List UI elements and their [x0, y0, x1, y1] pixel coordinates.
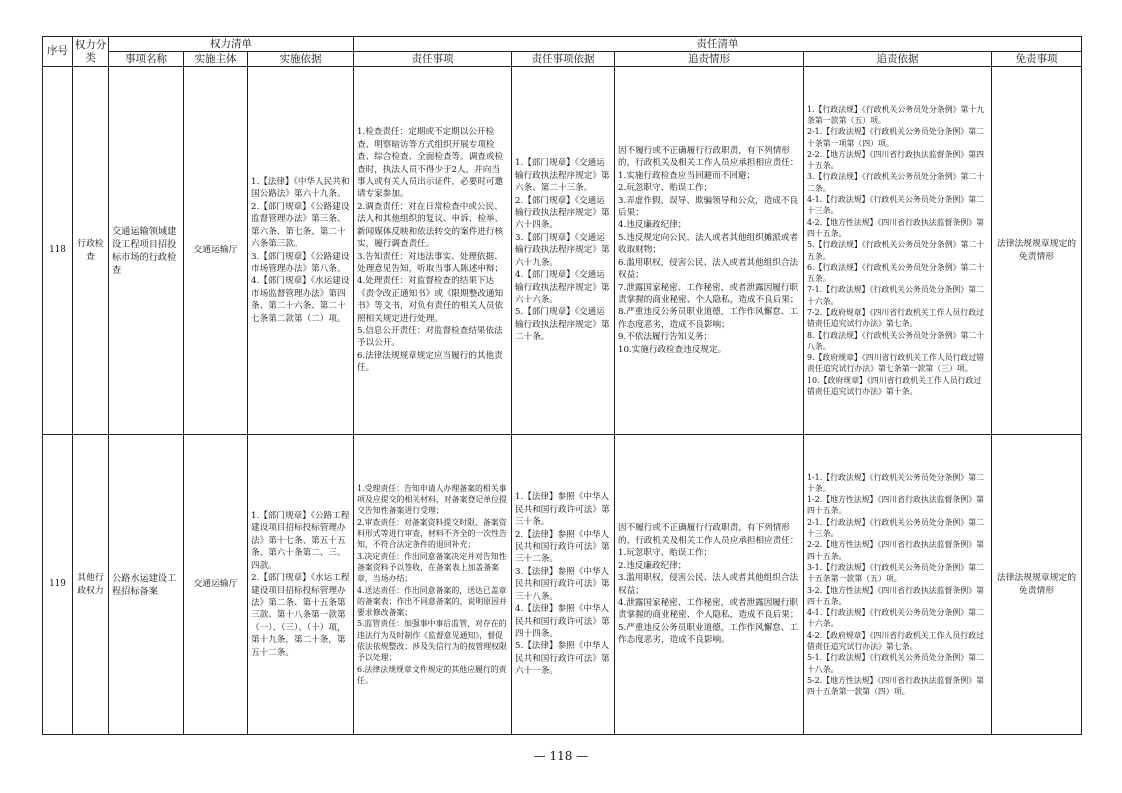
- row-category: 其他行政权力: [73, 435, 109, 735]
- row-item-name: 交通运输领域建设工程项目招投标市场的行政检查: [109, 67, 184, 435]
- row-subject: 交通运输厅: [184, 435, 248, 735]
- row-exemption: 法律法规规章规定的免责情形: [992, 435, 1082, 735]
- header-item-name: 事项名称: [109, 52, 184, 67]
- header-responsibility-list: 责任清单: [354, 37, 1082, 52]
- row-item-name: 公路水运建设工程招标备案: [109, 435, 184, 735]
- row-acc-basis: 1.【行政法规】《行政机关公务员处分条例》第十九条第一款第（五）项。 2-1.【行政法规】《行政机关公务员处分条例》第二十条第一项第（四）项。 2-2.【地方法规】《四川省行政执法监督条例》第四十五条。 3.【行政法规】《行政机关公务员处分条例》第二十二条。 4-1.【行政法规】《行政机关公务员处分条例》第二十三条。 4-2.【地方性法规】《四川省行政执法监督条例》第四十五条。 5.【行政法规】《行政机关公务员处分条例》第二十五条。 6.【行政法规】《行政机关公务员处分条例》第二十五条。 7-1.【行政法规】《行政机关公务员处分条例》第二十六条。 7-2.【政府规章】《四川省行政机关工作人员行政过错责任追究试行办法》第七条。 8.【行政法规】《行政机关公务员处分条例》第二十八条。 9.【政府规章】《四川省行政机关工作人员行政过错责任追究试行办法》第七条第一款第（三）项。 10.【政府规章】《四川省行政机关工作人员行政过错责任追究试行办法》第十条。: [804, 67, 992, 435]
- header-acc-basis: 追责依据: [804, 52, 992, 67]
- header-resp-items: 责任事项: [354, 52, 512, 67]
- header-power-list: 权力清单: [109, 37, 354, 52]
- row-acc-basis: 1-1.【行政法规】《行政机关公务员处分条例》第二十条。 1-2.【地方性法规】《四川省行政执法监督条例》第四十五条。 2-1.【行政法规】《行政机关公务员处分条例》第二十三条。 2-2.【地方性法规】《四川省行政执法监督条例》第四十五条。 3-1.【行政法规】《行政机关公务员处分条例》第二十五条第一款第（五）项。 3-2.【地方性法规】《四川省行政执法监督条例》第四十五条。 4-1.【行政法规】《行政机关公务员处分条例》第二十六条。 4-2.【政府规章】《四川省行政机关工作人员行政过错责任追究试行办法》第七条。 5-1.【行政法规】《行政机关公务员处分条例》第二十八条。 5-2.【地方性法规】《四川省行政执法监督条例》第四十五条第一款第（四）项。: [804, 435, 992, 735]
- row-category: 行政检查: [73, 67, 109, 435]
- row-resp-basis: 1.【法律】参照《中华人民共和国行政许可法》第三十条。 2.【法律】参照《中华人民共和国行政许可法》第三十二条。 3.【法律】参照《中华人民共和国行政许可法》第三十八条。 4.【法律】参照《中华人民共和国行政许可法》第四十四条。 5.【法律】参照《中华人民共和国行政许可法》第六十一条。: [512, 435, 615, 735]
- header-basis: 实施依据: [248, 52, 354, 67]
- page-number: — 118 —: [533, 749, 589, 763]
- row-accountability: 因不履行或不正确履行行政职责，有下列情形的，行政机关及相关工作人员应承担相应责任： 1.玩忽职守、贻误工作； 2.违反廉政纪律； 3.滥用职权，侵害公民、法人或者其他组织合法权益； 4.泄露国家秘密、工作秘密，或者泄露因履行职责掌握的商业秘密、个人隐私，造成不良后果； 5.严重违反公务员职业道德，工作作风懈怠、工作态度恶劣，造成不良影响。: [615, 435, 804, 735]
- header-accountability: 追责情形: [615, 52, 804, 67]
- power-responsibility-table: [42, 36, 1082, 735]
- row-accountability: 因不履行或不正确履行行政职责，有下列情形的，行政机关及相关工作人员应承担相应责任： 1.实施行政检查应当回避而不回避； 2.玩忽职守、贻误工作； 3.弄虚作假，误导、欺骗领导和公众，造成不良后果； 4.违反廉政纪律； 5.违反规定向公民、法人或者其他组织摊派或者收取财物； 6.滥用职权，侵害公民、法人或者其他组织合法权益； 7.泄露国家秘密、工作秘密，或者泄露因履行职责掌握的商业秘密、个人隐私，造成不良后果； 8.严重违反公务员职业道德，工作作风懈怠、工作态度恶劣，造成不良影响； 9.不依法履行告知义务； 10.实施行政检查违反规定。: [615, 67, 804, 435]
- table-row: [43, 67, 1082, 435]
- row-resp-items: 1.检查责任：定期或不定期以公开检查、明察暗访等方式组织开展专项检查、综合检查、全面检查等。调查或检查时，执法人员不得少于2人，并向当事人或有关人员出示证件，必要时可邀请专家参加。 2.调查责任：对在日常检查中或公民、法人和其他组织的复议、申诉、检举、新闻媒体反映和依法转交的案件进行核实，履行调查责任。 3.告知责任：对违法事实、处理依据、处理意见告知，听取当事人陈述申辩； 4.处理责任：对监督检查的结果下达《责令改正通知书》或《限期整改通知书》等文书，对负有责任的相关人员依照相关规定进行处理。 5.信息公开责任：对监督检查结果依法予以公开。 6.法律法规规章规定应当履行的其他责任。: [354, 67, 512, 435]
- row-subject: 交通运输厅: [184, 67, 248, 435]
- table-row: [43, 435, 1082, 735]
- row-seq: 118: [43, 67, 73, 435]
- header-exemption: 免责事项: [992, 52, 1082, 67]
- row-basis: 1.【部门规章】《公路工程建设项目招标投标管理办法》第十七条、第五十五条、第六十条第二、三、四款。 2.【部门规章】《水运工程建设项目招标投标管理办法》第二条、第十五条第三款、第十八条第一款第（一）、（三）、（十）项，第十九条，第二十条，第五十二条。: [248, 435, 354, 735]
- header-resp-basis: 责任事项依据: [512, 52, 615, 67]
- row-seq: 119: [43, 435, 73, 735]
- header-subject: 实施主体: [184, 52, 248, 67]
- header-seq: 序号: [43, 37, 73, 67]
- row-resp-basis: 1.【部门规章】《交通运输行政执法程序规定》第六条、第二十三条。 2.【部门规章】《交通运输行政执法程序规定》第六十四条。 3.【部门规章】《交通运输行政执法程序规定》第六十九条。 4.【部门规章】《交通运输行政执法程序规定》第六十六条。 5.【部门规章】《交通运输行政执法程序规定》第二十条。: [512, 67, 615, 435]
- row-basis: 1.【法律】《中华人民共和国公路法》第六十九条。 2.【部门规章】《公路建设监督管理办法》第三条、第六条、第七条、第二十六条第三款。 3.【部门规章】《公路建设市场管理办法》第八条。 4.【部门规章】《水运建设市场监督管理办法》第四条、第二十六条、第二十七条第二款第（二）项。: [248, 67, 354, 435]
- row-exemption: 法律法规规章规定的免责情形: [992, 67, 1082, 435]
- header-category: 权力分类: [73, 37, 109, 67]
- row-resp-items: 1.受理责任：告知申请人办理备案的相关事项及应提交的相关材料，对备案登记单位提交告知性备案进行受理； 2.审查责任：对备案资料提交时限、备案资料形式等进行审查，材料不齐全的一次性告知，不符合法定条件的退回补充； 3.决定责任：作出同意备案决定并对告知性备案资料予以签收，在备案表上加盖备案章，当场办结； 4.送达责任：作出同意备案的，送达已盖章的备案表；作出不同意备案的，说明原因并要求修改备案； 5.监管责任：加强事中事后监管，对存在的违法行为及时制作《监督意见通知》，督促依法依规整改；涉及失信行为的按管理权限予以处理； 6.法律法规规章文件规定的其他应履行的责任。: [354, 435, 512, 735]
